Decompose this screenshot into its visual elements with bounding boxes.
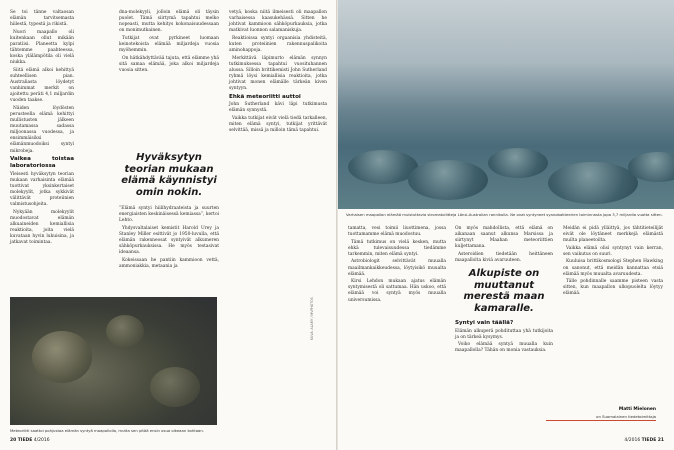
- author-role: on Suomalainen tiedetoimittaja: [596, 414, 656, 419]
- left-col-1: [10, 10, 74, 248]
- issue-number: 4/2016: [33, 438, 50, 443]
- pull-quote: Alkupiste on muuttanut merestä maan kamaralle.: [463, 268, 545, 314]
- paragraph: Vaikka elämä olisi syntynyt vain kerran, sen vaikutus on suuri.: [563, 245, 663, 257]
- paragraph: On myös mahdollista, että elämä on aikanaan saanut alkunsa Marsissa ja siirtynyt Maahan meteoriittien kuljettamana.: [455, 226, 553, 250]
- paragraph: Astrobiologit selvittävät muualla maailmankaikkeudessa, löytyisikö muualta elämää.: [348, 259, 446, 277]
- right-col-1: [348, 226, 446, 305]
- paragraph: tamatta, vesi toimii liuottimena, jossa tuottamamme elämä muodostuu.: [348, 226, 446, 238]
- paragraph: Nuori maapallo oli kuitenkaan ollut mikään paratiisi. Planeetta kylpi tähtemme paahteessa, koska ylälämpötila oli vielä niukka.: [10, 29, 74, 66]
- left-page: [0, 0, 336, 450]
- paragraph: Yleisesti hyväksytyn teorian mukaan varhaisinta elämää tuottivat yksinkertaiset molekyylit, jotka sykkivät välittävät proteiinien valmistusohjeita.: [10, 171, 74, 208]
- stromatolite: [548, 162, 638, 204]
- paragraph: dna-molekyyli, jolloin elämä oli täysin puolet. Tämä siirtymä tapahtui melko nopeasti, mutta kehitys kokonaisuudessaan on monimutkainen.: [119, 10, 219, 34]
- stromatolite: [408, 160, 488, 200]
- paragraph: Meidän ei pidä ylläittyä, jos tähtitieteilijät eivät ole löytäneet merkkejä elämästä muilta planeetoilta.: [563, 226, 663, 244]
- page-number: 21: [657, 438, 664, 443]
- photo-credit: KUVA: ALAMY / MVPHOTOS: [310, 297, 314, 340]
- paragraph: On hätkähdyttävää tajuta, että elämme yhä sitä samaa elämää, joka alkoi miljardeja vuosia sitten.: [119, 55, 219, 73]
- author-name: Matti Mielonen: [618, 407, 656, 412]
- page-footer-left: [10, 438, 50, 443]
- photo-caption: Meteoriitti saattoi pohjustaa elämän syntyä maapallolla, mutta sen pitää ensin osua oikeaan kohtaan.: [10, 428, 205, 433]
- subheading: Syntyi vain täällä?: [455, 320, 514, 326]
- rock-fragment: [106, 315, 144, 347]
- right-col-2-lower: [455, 320, 553, 356]
- paragraph: John Sutherland kävi läpi tutkimusta elämän synnystä.: [229, 102, 327, 114]
- paragraph: Voiko elämää syntyä muualla kuin maapallolla? Tähän on monia vastauksia.: [455, 342, 553, 354]
- paragraph: Nykyään molekyylit muodostavat elämän alkuaineiden kemiallisia reaktioita, joita vielä kuvataan hyvin lukuisina, ja jatkavat toimintaa.: [10, 209, 74, 246]
- paragraph: Tutkijat ovat pyrkineet luomaan keinotekoista elämää miljardeja vuosia myöhemmin.: [119, 35, 219, 54]
- paragraph: Kirsi Lehdon mukaan ajatus elämän syntymisestä oli sattumaa. Hän uskoo, että elämää voi syntyä myös muualla universumissa.: [348, 279, 446, 303]
- left-col-2: [119, 10, 219, 75]
- paragraph: Yhdysvaltalaiset kemistit Harold Urey ja Stanley Miller esittivät jo 1950-luvulla, että elämän rakenneosat syntyivät alkumeren sähköpurkauksissa. He myös testasivat ideaansa.: [119, 225, 219, 256]
- subheading: Ehkä meteoriitti auttoi: [229, 93, 301, 100]
- magazine-name: TIEDE: [641, 438, 657, 443]
- paragraph: Siitä elämä alkoi kehittyä suhteellisen pian. Australiasta löydetyt vanhimmat merkit on ajoitettu peräti 4,1 miljardin vuoden taakse.: [10, 67, 74, 104]
- rock-fragment: [150, 367, 200, 407]
- issue-number: 4/2016: [624, 438, 641, 443]
- paragraph: ”Elämä syntyi hiilihydraateista ja suurten energiaisten keskinäisessä kemiassa”, kertoi Lehto.: [119, 206, 219, 224]
- paragraph: Asteroidien tiedetään heittäneen maapallolta kiviä avaruuteen.: [455, 251, 553, 263]
- paragraph: vetyä, koska niitä ilmeisesti oli maapallon varhaisessa kaasukehässä. Sitten he johtivat kammioon sähköpurkauksia, jotka matkivat luonnon salamaniskuja.: [229, 10, 327, 34]
- paragraph: Elämän alkuperä pohdituttaa yhä tutkijoita ja on tärkeä kysymys.: [455, 328, 553, 340]
- right-col-3: [563, 226, 663, 299]
- paragraph: Reaktioissa syntyi orgaanisia yhdisteitä, kuten proteiinien rakennuspalikoita aminohappoja.: [229, 35, 327, 54]
- accent-rule: [546, 420, 656, 421]
- paragraph: Tälle pohdinnalle saamme pisteen vasta sitten, kun maapallon ulkopuolelta löytyy elämää.: [563, 279, 663, 297]
- left-col-2-lower: [119, 206, 219, 271]
- photo-caption: Varhaisen maapallon elämää muistuttavia stromatoliitteja Länsi-Australian rannikolla. Ne ovat syntyneet syanobakteerien toiminnasta jopa 3,7 miljardia vuotta sitten.: [346, 212, 663, 217]
- magazine-name: TIEDE: [17, 438, 33, 443]
- paragraph: Merkittävä läpimurto elämän synnyn tutkimuksessa tapahtui vuosituhannen alussa. Silloin brittikemisti John Sutherland ryhmä löysi kemiallisia reaktioita, jotka johtivat monen elämälle tärkeän kiven syntyyn.: [229, 55, 327, 92]
- page-footer-right: [624, 438, 664, 443]
- paragraph: Kuuluisa brittikosmologi Stephen Hawking on sanonut, että meidän kannattaa etsiä elämää myös muualta avaruudesta.: [563, 259, 663, 277]
- right-col-2: [455, 226, 553, 266]
- paragraph: Vaikka tutkijat eivät vielä tiedä tarkalleen, miten elämä syntyi, tutkijat yrittävät selvittää, missä ja milloin tämä tapahtui.: [229, 115, 327, 134]
- paragraph: Tämä tutkimus on vielä kesken, mutta ehkä tulevaisuudessa tiedämme tarkemmin, miten elämä syntyi.: [348, 239, 446, 257]
- stromatolite: [488, 148, 548, 178]
- pull-quote: Hyväksytyn teorian mukaan elämä käynnistyi omin nokin.: [121, 152, 217, 198]
- paragraph: Kokeissaan he pantiin kammioon vettä, ammoniakkia, metaania ja: [119, 257, 219, 269]
- paragraph: Se toi tänne valtaosan elämän tarvitsemasta hiilestä, typestä ja rikistä.: [10, 10, 74, 28]
- stromatolite-photo: [338, 0, 674, 209]
- left-col-3: [229, 10, 327, 136]
- page-number: 20: [10, 438, 17, 443]
- meteorite-photo: [10, 297, 217, 425]
- paragraph: Näiden löydösten perusteella elämä kehittyi mullistusten jälkeen muutamassa sadassa miljoonassa vuodessa, ja ensimmäisiksi elämänmuodoiksi syntyi mikrobeja.: [10, 105, 74, 154]
- meteorite-rock: [32, 331, 92, 383]
- subheading: Vaikea toistaa laboratoriossa: [10, 156, 74, 170]
